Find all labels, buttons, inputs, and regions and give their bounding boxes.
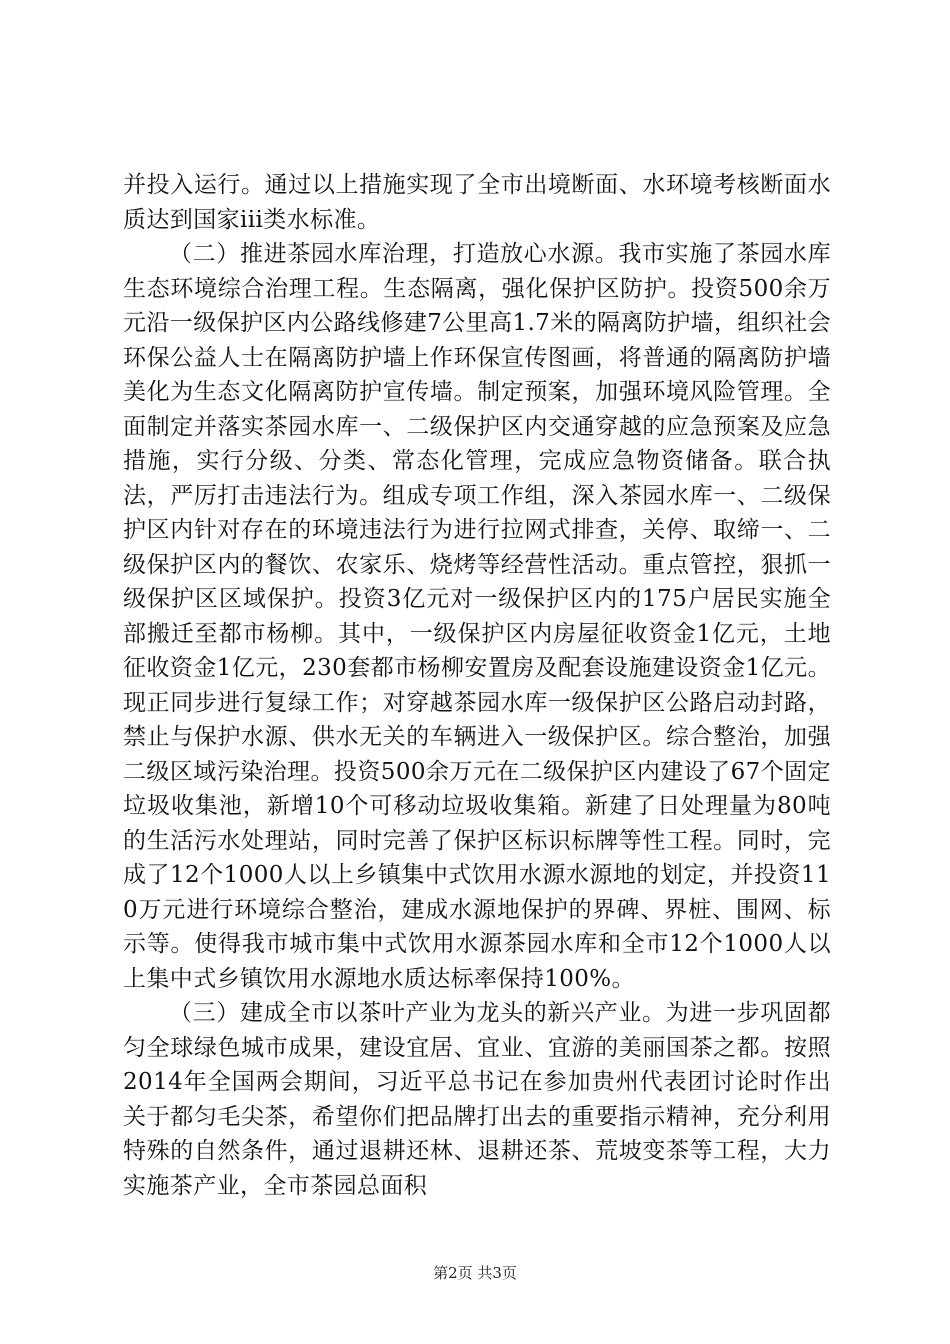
page-number-footer: 第2页 共3页 <box>433 1264 517 1282</box>
paragraph-3: （三）建成全市以茶叶产业为龙头的新兴产业。为进一步巩固都匀全球绿色城市成果，建设宜居、宜业、宜游的美丽国茶之都。按照2014年全国两会期间，习近平总书记在参加贵州代表团讨论时作出关于都匀毛尖茶，希望你们把品牌打出去的重要指示精神，充分利用特殊的自然条件，通过退耕还林、退耕还茶、荒坡变茶等工程，大力实施茶产业，全市茶园总面积 <box>123 1000 831 1199</box>
paragraph-2: （二）推进茶园水库治理，打造放心水源。我市实施了茶园水库生态环境综合治理工程。生态隔离，强化保护区防护。投资500余万元沿一级保护区内公路线修建7公里高1.7米的隔离防护墙，组织社会环保公益人士在隔离防护墙上作环保宣传图画，将普通的隔离防护墙美化为生态文化隔离防护宣传墙。制定预案，加强环境风险管理。全面制定并落实茶园水库一、二级保护区内交通穿越的应急预案及应急措施，实行分级、分类、常态化管理，完成应急物资储备。联合执法，严厉打击违法行为。组成专项工作组，深入茶园水库一、二级保护区内针对存在的环境违法行为进行拉网式排查，关停、取缔一、二级保护区内的餐饮、农家乐、烧烤等经营性活动。重点管控，狠抓一级保护区区域保护。投资3亿元对一级保护区内的175户居民实施全部搬迁至都市杨柳。其中，一级保护区内房屋征收资金1亿元，土地征收资金1亿元，230套都市杨柳安置房及配套设施建设资金1亿元。现正同步进行复绿工作；对穿越茶园水库一级保护区公路启动封路，禁止与保护水源、供水无关的车辆进入一级保护区。综合整治，加强二级区域污染治理。投资500余万元在二级保护区内建设了67个固定垃圾收集池，新增10个可移动垃圾收集箱。新建了日处理量为80吨的生活污水处理站，同时完善了保护区标识标牌等性工程。同时，完成了12个1000人以上乡镇集中式饮用水源水源地的划定，并投资110万元进行环境综合整治，建成水源地保护的界碑、界桩、围网、标示等。使得我市城市集中式饮用水源茶园水库和全市12个1000人以上集中式乡镇饮用水源地水质达标率保持100%。 <box>123 241 832 992</box>
document-body <box>123 168 831 1203</box>
paragraph-1: 并投入运行。通过以上措施实现了全市出境断面、水环境考核断面水质达到国家iii类水标准。 <box>123 172 831 233</box>
